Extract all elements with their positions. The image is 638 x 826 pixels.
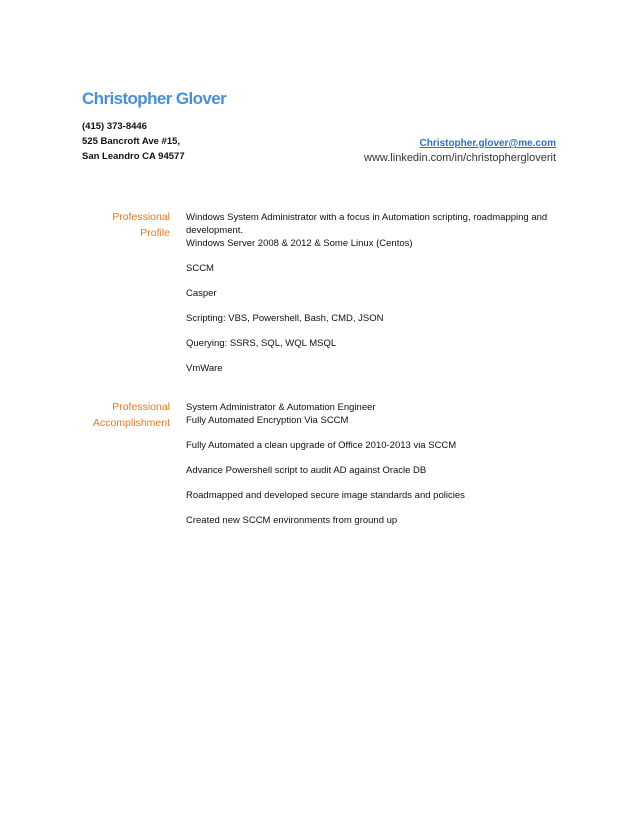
email-link[interactable]: Christopher.glover@me.com xyxy=(419,138,556,149)
contact-block xyxy=(82,119,185,164)
accomplishment-item: Created new SCCM environments from ground up xyxy=(186,515,398,526)
profile-item: SCCM xyxy=(186,263,214,274)
section-label-line: Profile xyxy=(140,227,170,239)
accomplishment-item: Fully Automated Encryption Via SCCM xyxy=(186,415,349,426)
section-label-line: Professional xyxy=(112,401,170,413)
section-label-accomplishment xyxy=(50,399,170,431)
address-line-2: San Leandro CA 94577 xyxy=(82,151,185,162)
accomplishment-item: Advance Powershell script to audit AD against Oracle DB xyxy=(186,465,427,476)
profile-content xyxy=(186,211,558,375)
profile-item: Casper xyxy=(186,288,217,299)
linkedin-url[interactable]: www.linkedin.com/in/christophergloverit xyxy=(364,152,556,164)
profile-item: Querying: SSRS, SQL, WQL MSQL xyxy=(186,338,337,349)
section-label-line: Professional xyxy=(112,211,170,223)
phone: (415) 373-8446 xyxy=(82,121,147,132)
section-label-profile xyxy=(50,209,170,241)
profile-summary: Windows System Administrator with a focus in Automation scripting, roadmapping and development. xyxy=(186,212,548,236)
section-label-line: Accomplishment xyxy=(92,417,170,429)
accomplishment-item: System Administrator & Automation Engineer xyxy=(186,402,376,413)
profile-item: VmWare xyxy=(186,363,223,374)
accomplishment-item: Fully Automated a clean upgrade of Office 2010-2013 via SCCM xyxy=(186,440,457,451)
accomplishment-item: Roadmapped and developed secure image standards and policies xyxy=(186,490,465,501)
accomplishment-content xyxy=(186,401,558,527)
address-line-1: 525 Bancroft Ave #15, xyxy=(82,136,181,147)
candidate-name: Christopher Glover xyxy=(82,89,227,108)
profile-item: Scripting: VBS, Powershell, Bash, CMD, JSON xyxy=(186,313,384,324)
profile-item: Windows Server 2008 & 2012 & Some Linux (Centos) xyxy=(186,238,413,249)
online-contact xyxy=(364,137,556,165)
